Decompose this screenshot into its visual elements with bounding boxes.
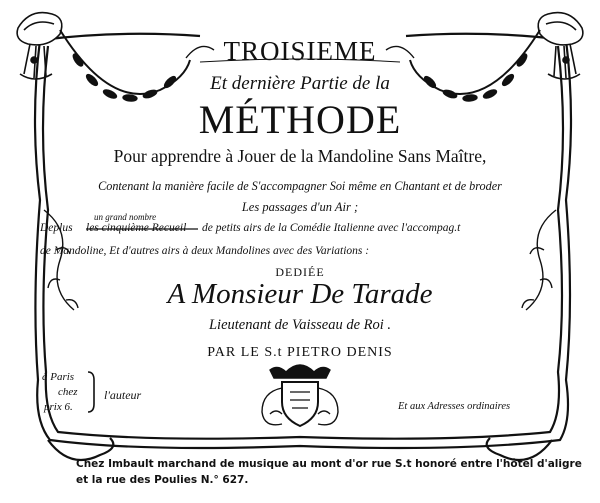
- dedicatee-name: A Monsieur De Tarade: [167, 278, 433, 310]
- desc-de-mandoline: de Mandoline, Et d'autres airs à deux Mandolines avec des Variations :: [40, 245, 370, 257]
- note-chez: chez: [58, 386, 78, 398]
- desc-petits-airs: de petits airs de la Comédie Italienne avec l'accompag.t: [202, 222, 461, 234]
- dedication-label: DEDIÉE: [275, 265, 325, 279]
- coat-of-arms-icon: [262, 365, 338, 426]
- note-a-paris: à Paris: [42, 371, 75, 383]
- insert-grand-nombre: un grand nombre: [94, 212, 157, 222]
- note-adresses: Et aux Adresses ordinaires: [398, 401, 511, 412]
- dedicatee-title: Lieutenant de Vaisseau de Roi .: [208, 317, 392, 333]
- note-prix: prix 6.: [44, 401, 73, 413]
- left-bracket-mark: [88, 372, 94, 412]
- desc-struck-text: les cinquième Recueil: [86, 222, 187, 234]
- title-troisieme: TROISIEME: [223, 36, 377, 66]
- note-lauteur: l'auteur: [104, 388, 142, 402]
- subtitle-pour-apprendre: Pour apprendre à Jouer de la Mandoline Sans Maître,: [113, 146, 487, 166]
- title-methode: MÉTHODE: [198, 97, 402, 142]
- desc-passages: Les passages d'un Air ;: [241, 200, 359, 214]
- caption-line-2: et la rue des Poulies N.° 627.: [76, 474, 249, 486]
- subtitle-derniere-partie: Et dernière Partie de la: [210, 73, 390, 94]
- author-line: PAR LE S.t PIETRO DENIS: [207, 345, 393, 360]
- desc-contenant: Contenant la manière facile de S'accompagner Soi même en Chantant et de broder: [98, 179, 502, 193]
- desc-deplus: Deplus: [40, 222, 73, 234]
- caption-line-1: Chez Imbault marchand de musique au mont d'or rue S.t honoré entre l'hôtel d'aligre: [76, 458, 582, 470]
